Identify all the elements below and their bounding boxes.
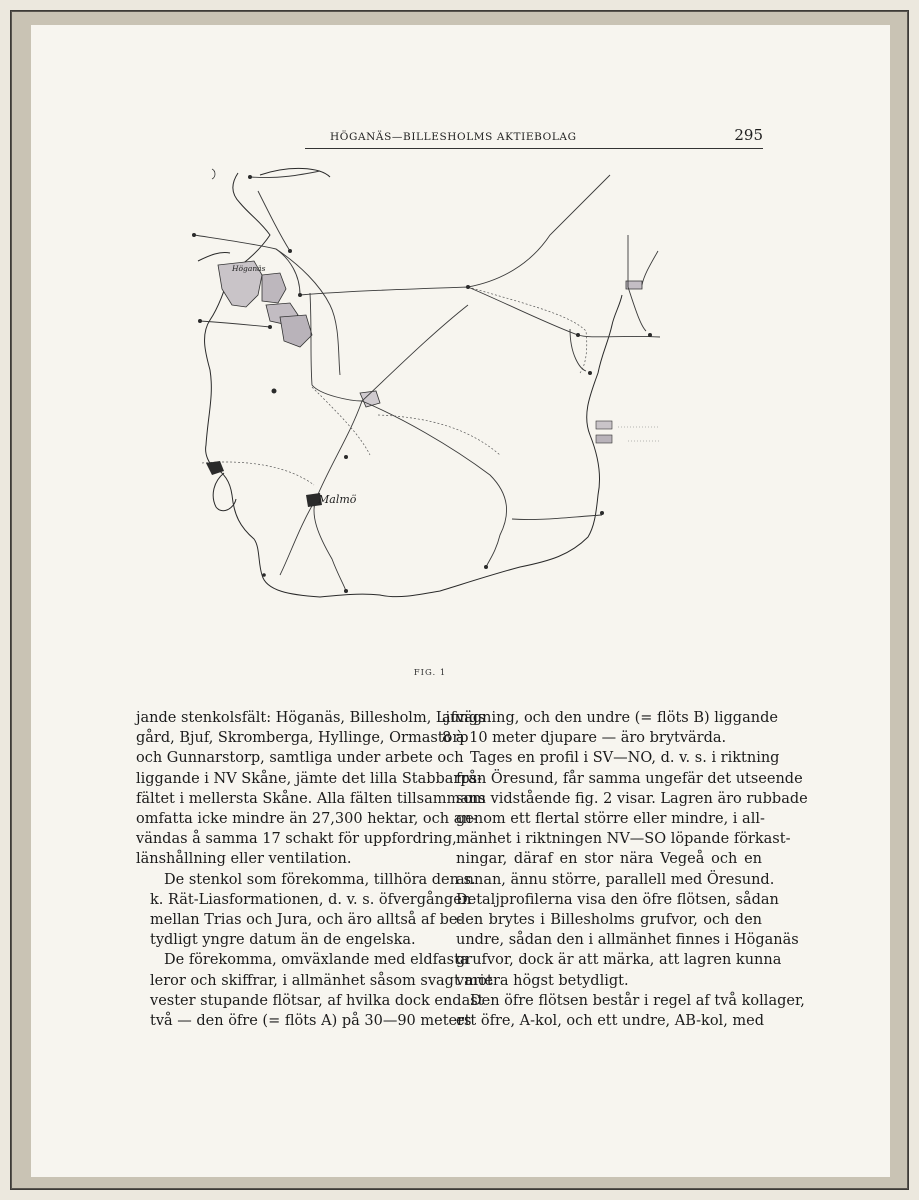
text-line: afvägning, och den undre (= flöts B) liggande [442,710,778,726]
text-column-right [442,708,808,1031]
skromberga-coalfield [280,315,312,347]
text-line: De förekomma, omväxlande med eldfasta [164,952,469,969]
paragraph [136,870,476,951]
text-line: tydligt yngre datum än de engelska. [150,932,416,949]
text-line: mellan Trias och Jura, och äro alltså af be- [150,912,463,929]
text-line: annan, ännu större, parallell med Öresund. [456,871,775,888]
text-line: mänhet i riktningen NV—SO löpande förkast- [456,831,791,848]
paragraph [136,708,486,870]
text-line: från Öresund, får samma ungefär det utseende [456,770,803,787]
map-label-malmo: Malmö [318,493,357,506]
text-line: fältet i mellersta Skåne. Alla fälten tillsammans [136,790,486,807]
text-line: 8 à 10 meter djupare — äro brytvärda. [442,730,727,747]
paragraph [442,748,808,990]
text-line: leror och skiffrar, i allmänhet såsom svagt mot [150,972,493,989]
paragraph [442,708,778,748]
text-line: den brytes i Billesholms grufvor, och den [456,912,762,929]
island-ven [213,473,236,511]
text-line: k. Rät-Liasformationen, d. v. s. öfvergången [150,891,472,908]
text-line: ningar, däraf en stor nära Vegeå och en [456,851,762,868]
text-line: undre, sådan den i allmänhet finnes i Höganäs [456,932,799,949]
text-line: omfatta icke mindre än 27,300 hektar, och an- [136,811,477,828]
paragraph [442,991,805,1031]
text-line: länshållning eller ventilation. [136,851,352,868]
page-number: 295 [734,126,763,144]
text-line: gård, Bjuf, Skromberga, Hyllinge, Ormastorp [136,730,469,747]
text-line: som vidstående fig. 2 visar. Lagren äro rubbade [456,790,808,807]
text-line: genom ett flertal större eller mindre, i all- [456,811,765,828]
text-line: vändas å samma 17 schakt för uppfordring, [136,831,457,848]
page-header [305,128,763,149]
text-line: ett öfre, A-kol, och ett undre, AB-kol, med [456,1013,765,1030]
map-legend [596,421,660,443]
text-line: variera högst betydligt. [456,972,629,989]
text-line: Den öfre flötsen består i regel af två kollager, [470,992,805,1009]
text-line: jande stenkolsfält: Höganäs, Billesholm, Ljungs [136,710,486,726]
text-column-left [136,708,493,1031]
coastline [205,173,622,597]
running-title: HÖGANÄS—BILLESHOLMS AKTIEBOLAG [330,131,577,143]
map-label-hoganas: Höganäs [232,264,266,273]
text-line: vester stupande flötsar, af hvilka dock endast [150,992,484,1009]
text-line: De stenkol som förekomma, tillhöra den s. [164,871,476,888]
text-line: Detaljprofilerna visa den öfre flötsen, sådan [456,891,779,908]
text-line: två — den öfre (= flöts A) på 30—90 meters [150,1013,472,1030]
text-line: grufvor, dock är att märka, att lagren kunna [456,952,782,969]
paragraph [136,950,493,1031]
coalfield-map [150,155,720,665]
billesholm-coalfield [262,273,286,303]
figure-caption: FIG. 1 [413,668,447,678]
text-line: Tages en profil i SV—NO, d. v. s. i riktning [470,750,780,767]
text-line: liggande i NV Skåne, jämte det lilla Stabbarps- [136,770,482,787]
text-line: och Gunnarstorp, samtliga under arbete och [136,750,464,767]
